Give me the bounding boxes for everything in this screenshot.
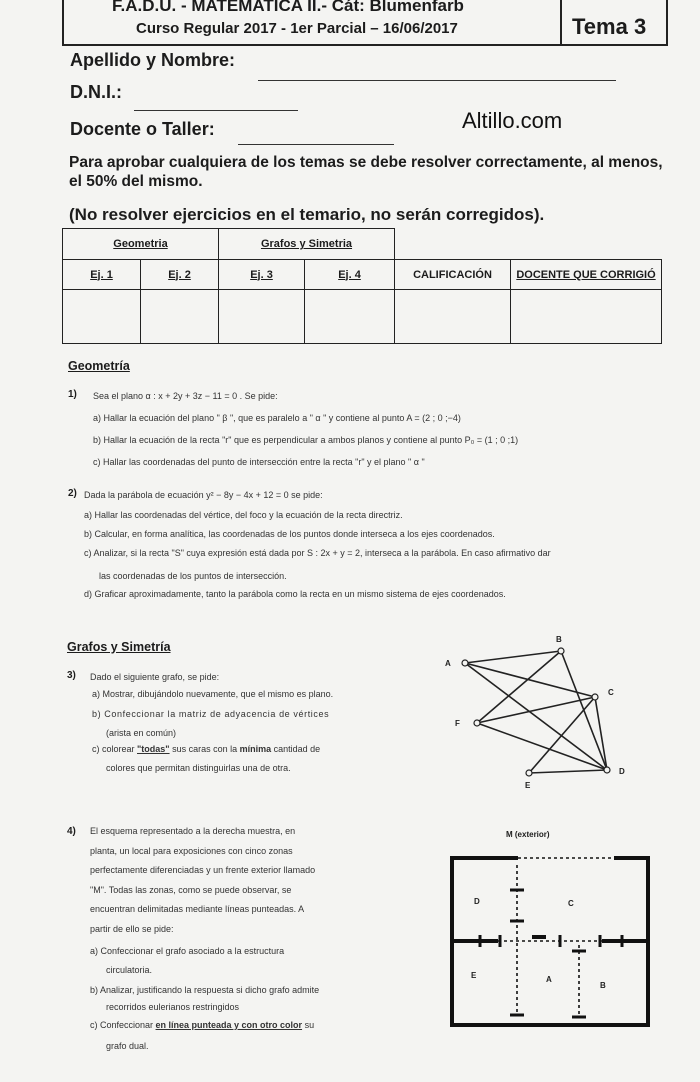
zone-e-label: E <box>471 971 477 980</box>
geometria-title: Geometría <box>68 359 130 373</box>
ex3-intro: Dado el siguiente grafo, se pide: <box>90 672 220 682</box>
ex4-line-1: El esquema representado a la derecha muestra, en <box>90 826 296 836</box>
cell-ej3[interactable] <box>219 290 305 344</box>
ex4-c1: c) Confeccionar en línea punteada y con otro color su <box>90 1020 315 1030</box>
ex3-b1: b) Confeccionar la matriz de adyacencia de vértices <box>92 709 330 719</box>
vertex-a-label: A <box>445 659 451 668</box>
dni-line[interactable] <box>134 110 298 111</box>
ex4-number: 4) <box>67 826 76 837</box>
apellido-label: Apellido y Nombre: <box>70 50 236 70</box>
ex1-intro: Sea el plano α : x + 2y + 3z − 11 = 0 . Se pide: <box>93 391 278 401</box>
cell-ej1[interactable] <box>63 290 141 344</box>
ex3-b2: (arista en común) <box>106 728 177 738</box>
ex4-line-3: perfectamente diferenciadas y un frente exterior llamado <box>90 865 316 875</box>
floor-plan <box>440 845 655 1030</box>
vertex-d-label: D <box>619 767 625 776</box>
ex3-a: a) Mostrar, dibujándolo nuevamente, que el mismo es plano. <box>92 689 334 699</box>
ex1-c: c) Hallar las coordenadas del punto de intersección entre la recta "r" y el plano " α " <box>93 457 425 467</box>
ex4-a1: a) Confeccionar el grafo asociado a la estructura <box>90 946 285 956</box>
docente-line[interactable] <box>238 144 394 145</box>
header-exam-info: Curso Regular 2017 - 1er Parcial – 16/06/2017 <box>136 20 458 37</box>
ex4-line-2: planta, un local para exposiciones con cinco zonas <box>90 845 293 856</box>
ex4-line-4: "M". Todas las zonas, como se puede observar, se <box>90 884 292 895</box>
col-calificacion: CALIFICACIÓN <box>395 260 511 290</box>
ex1-b: b) Hallar la ecuación de la recta "r" que es perpendicular a ambos planos y contiene al punto P₀ = (1 ; 0 ;1) <box>93 435 519 445</box>
zone-b-label: B <box>600 981 606 990</box>
zone-a-label: A <box>546 975 552 984</box>
grafos-title: Grafos y Simetría <box>67 640 171 654</box>
group-geometria: Geometria <box>63 229 219 260</box>
ex2-number: 2) <box>68 488 77 499</box>
ex2-c1: c) Analizar, si la recta "S" cuya expresión está dada por S : 2x + y = 2, interseca a la parábola. En caso afirmativo dar <box>84 548 551 558</box>
ex3-c2: colores que permitan distinguirlas una de otra. <box>106 763 291 773</box>
group-grafos: Grafos y Simetria <box>219 229 395 260</box>
ex4-b1: b) Analizar, justificando la respuesta si dicho grafo admite <box>90 985 320 995</box>
cell-ej2[interactable] <box>141 290 219 344</box>
col-ej4: Ej. 4 <box>305 260 395 290</box>
vertex-e-label: E <box>525 781 531 790</box>
ex4-b2: recorridos eulerianos restringidos <box>106 1002 240 1012</box>
approval-notice: Para aprobar cualquiera de los temas se debe resolver correctamente, al menos, el 50% del mismo. <box>69 154 663 190</box>
ex2-a: a) Hallar las coordenadas del vértice, del foco y la ecuación de la recta directriz. <box>84 510 403 520</box>
vertex-c-label: C <box>608 688 614 697</box>
col-ej2: Ej. 2 <box>141 260 219 290</box>
ex4-text <box>90 822 315 939</box>
ex4-line-5: encuentran delimitadas mediante líneas punteadas. A <box>90 904 305 914</box>
cell-docente[interactable] <box>511 290 662 344</box>
cell-calificacion[interactable] <box>395 290 511 344</box>
ex3-number: 3) <box>67 670 76 681</box>
dni-label: D.N.I.: <box>70 82 122 102</box>
col-docente: DOCENTE QUE CORRIGIÓ <box>511 260 662 290</box>
ex4-line-6: partir de ello se pide: <box>90 923 174 934</box>
ex1-a: a) Hallar la ecuación del plano " β ", que es paralelo a " α " y contiene al punto A = (2 ; 0 ;−4) <box>93 413 461 423</box>
header-course-title: F.A.D.U. - MATEMATICA II.- Cát: Blumenfarb <box>112 0 464 15</box>
ex1-number: 1) <box>68 389 77 400</box>
plan-title: M (exterior) <box>506 830 550 839</box>
watermark: Altillo.com <box>462 108 563 133</box>
graph-figure <box>435 630 635 795</box>
col-ej3: Ej. 3 <box>219 260 305 290</box>
ex2-c2: las coordenadas de los puntos de intersección. <box>99 571 287 581</box>
ex4-c2: grafo dual. <box>106 1041 149 1051</box>
cell-ej4[interactable] <box>305 290 395 344</box>
zone-c-label: C <box>568 899 574 908</box>
header-divider <box>560 0 562 46</box>
vertex-b-label: B <box>556 635 562 644</box>
zone-d-label: D <box>474 897 480 906</box>
docente-label: Docente o Taller: <box>70 119 215 139</box>
no-resolver-warning: (No resolver ejercicios en el temario, no serán corregidos). <box>69 205 545 224</box>
ex2-intro: Dada la parábola de ecuación y² − 8y − 4x + 12 = 0 se pide: <box>84 490 323 500</box>
col-ej1: Ej. 1 <box>63 260 141 290</box>
ex2-b: b) Calcular, en forma analítica, las coordenadas de los puntos donde interseca a los ejes coordenados. <box>84 529 495 539</box>
ex2-d: d) Graficar aproximadamente, tanto la parábola como la recta en un mismo sistema de ejes coordenados. <box>84 589 506 599</box>
tema-label: Tema 3 <box>572 14 647 39</box>
ex4-a2: circulatoria. <box>106 965 153 975</box>
apellido-line[interactable] <box>258 80 616 81</box>
grade-table <box>62 228 662 344</box>
ex3-c1: c) colorear "todas" sus caras con la mínima cantidad de <box>92 744 321 754</box>
vertex-f-label: F <box>455 719 460 728</box>
